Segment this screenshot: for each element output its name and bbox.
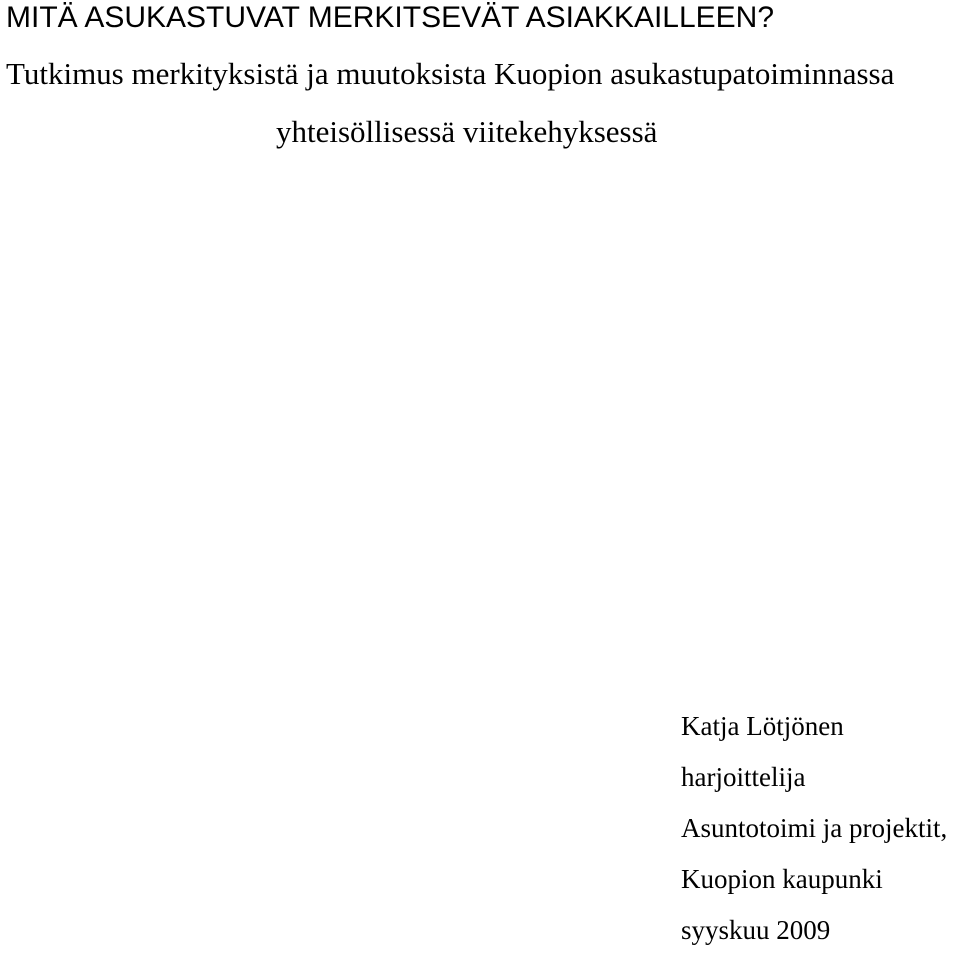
document-subtitle-line-1: Tutkimus merkityksistä ja muutoksista Kuopion asukastupatoiminnassa: [6, 56, 895, 91]
author-name: Katja Lötjönen: [681, 711, 844, 741]
document-title: MITÄ ASUKASTUVAT MERKITSEVÄT ASIAKKAILLEEN?: [6, 1, 775, 34]
document-subtitle-line-2: yhteisöllisessä viitekehyksessä: [276, 114, 658, 149]
author-block: [681, 707, 947, 962]
author-organization: Kuopion kaupunki: [681, 864, 883, 894]
document-date: syyskuu 2009: [681, 915, 831, 945]
author-department: Asuntotoimi ja projektit,: [681, 813, 948, 843]
author-role: harjoittelija: [681, 762, 806, 792]
